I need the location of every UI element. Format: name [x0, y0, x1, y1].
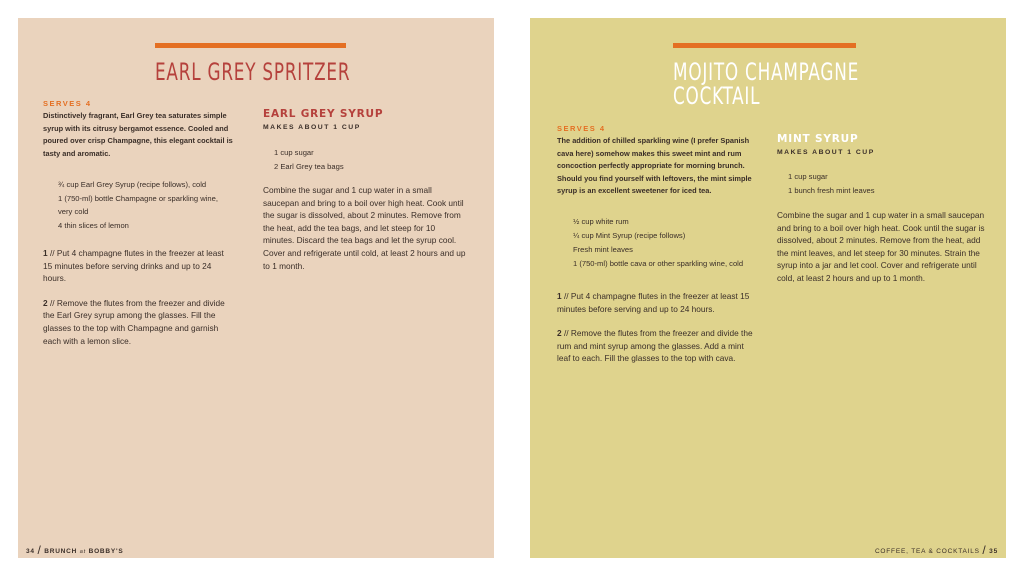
sub-ingredient-list — [274, 146, 434, 174]
page-footer — [875, 542, 998, 556]
recipe-title: MOJITO CHAMPAGNE COCKTAIL — [673, 58, 860, 110]
ingredient-item: 1 cup sugar — [788, 172, 828, 181]
footer-slash: / — [37, 543, 42, 557]
footer-slash: / — [982, 543, 987, 557]
sub-recipe-yield: MAKES ABOUT 1 CUP — [263, 124, 361, 131]
title-rule — [155, 43, 346, 48]
ingredient-item: ¼ cup Mint Syrup (recipe follows) — [573, 231, 686, 240]
ingredient-item: 2 Earl Grey tea bags — [274, 162, 344, 171]
book-title-rest: BOBBY'S — [88, 548, 124, 555]
serves-label: SERVES 4 — [557, 124, 606, 133]
method-steps — [43, 247, 233, 359]
method-step: 1 // Put 4 champagne flutes in the freezer at least 15 minutes before serving and up to 24 hours. — [557, 291, 750, 314]
page-footer — [26, 542, 124, 556]
ingredient-list — [573, 215, 763, 271]
method-steps — [557, 290, 757, 377]
left-page — [18, 18, 494, 558]
sub-ingredient-list — [788, 170, 958, 198]
book-title-ampersand: at — [79, 549, 86, 555]
ingredient-item: 1 bunch fresh mint leaves — [788, 186, 875, 195]
ingredient-item: ½ cup white rum — [573, 217, 629, 226]
ingredient-item: 1 (750-ml) bottle cava or other sparkling wine, cold — [573, 259, 744, 268]
title-rule — [673, 43, 856, 48]
serves-label: SERVES 4 — [43, 99, 92, 108]
ingredient-item: 1 (750-ml) bottle Champagne or sparkling wine, very cold — [58, 194, 218, 216]
sub-recipe-title: EARL GREY SYRUP — [263, 108, 384, 120]
recipe-intro: The addition of chilled sparkling wine (I prefer Spanish cava here) somehow makes this sweet mint and rum concoction perfectly appropriate for morning brunch. Should you find yourself with leftovers, the mint simple syrup is an excellent sweetener for iced tea. — [557, 136, 752, 196]
method-step: 1 // Put 4 champagne flutes in the freezer at least 15 minutes before serving drinks and up to 24 hours. — [43, 248, 224, 284]
page-number: 35 — [989, 548, 998, 555]
recipe-intro: Distinctively fragrant, Earl Grey tea saturates simple syrup with its citrusy bergamot essence. Cooled and poured over crisp Champagne, this elegant cocktail is tasty and aromatic. — [43, 111, 233, 158]
ingredient-item: 4 thin slices of lemon — [58, 221, 129, 230]
sub-recipe-title: MINT SYRUP — [777, 133, 859, 145]
recipe-title: EARL GREY SPRITZER — [155, 58, 351, 86]
ingredient-list — [58, 178, 238, 233]
sub-recipe-yield: MAKES ABOUT 1 CUP — [777, 149, 875, 156]
ingredient-item: Fresh mint leaves — [573, 245, 633, 254]
method-step: 2 // Remove the flutes from the freezer and divide the Earl Grey syrup among the glasses. Fill the glasses to the top with Champagne and garnish each with a lemon slice. — [43, 297, 225, 346]
right-page — [530, 18, 1006, 558]
page-number: 34 — [26, 548, 35, 555]
ingredient-item: ¾ cup Earl Grey Syrup (recipe follows), cold — [58, 180, 207, 189]
book-title: BRUNCH — [44, 548, 78, 555]
section-title: COFFEE, TEA & COCKTAILS — [874, 548, 980, 555]
method-step: 2 // Remove the flutes from the freezer and divide the rum and mint syrup among the glasses. Add a mint leaf to each. Fill the glasses to the top with cava. — [557, 328, 753, 364]
sub-recipe-method: Combine the sugar and 1 cup water in a small saucepan and bring to a boil over high heat. Cook until the sugar is dissolved, about 2 minutes. Remove from the heat, add the mint leaves, and let steep for 30 minutes. Strain the syrup into a jar and let cool. Cover and refrigerate until cold, at least 2 hours and up to 1 month. — [777, 210, 985, 283]
ingredient-item: 1 cup sugar — [274, 148, 314, 157]
sub-recipe-method: Combine the sugar and 1 cup water in a small saucepan and bring to a boil over high heat. Cook until the sugar is dissolved, about 2 minutes. Remove from the heat, add the tea bags, and let steep for 10 minutes. Discard the tea bags and let the syrup cool. Cover and refrigerate until cold, at least 2 hours and up to 1 month. — [263, 185, 466, 271]
